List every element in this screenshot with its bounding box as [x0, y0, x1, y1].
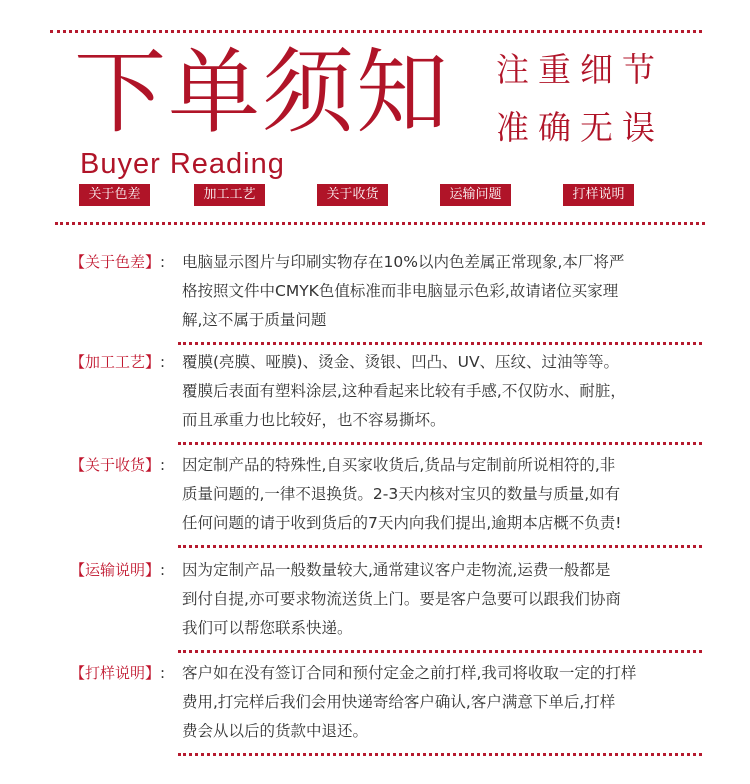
- tab-sampling[interactable]: 打样说明: [563, 184, 634, 206]
- slogan-accuracy: 准确无误: [496, 108, 664, 147]
- label-colon: :: [160, 664, 166, 682]
- body-line: 覆膜(亮膜、哑膜)、烫金、烫银、凹凸、UV、压纹、过油等等。: [182, 353, 620, 371]
- body-line: 解,这不属于质量问题: [182, 311, 327, 329]
- tab-color-difference[interactable]: 关于色差: [79, 184, 150, 206]
- section-label: [70, 250, 165, 274]
- label-colon: :: [160, 253, 166, 271]
- header-bottom-dotted-divider: [55, 222, 705, 225]
- label-text: 【加工工艺】: [70, 353, 161, 371]
- section-body: [182, 558, 621, 645]
- top-dotted-divider: [50, 30, 702, 33]
- body-line: 因定制产品的特殊性,自买家收货后,货品与定制前所说相符的,非: [182, 456, 616, 474]
- section-body: [182, 453, 622, 540]
- section-label: [70, 661, 165, 685]
- body-line: 我们可以帮您联系快递。: [182, 619, 353, 637]
- label-text: 【打样说明】: [70, 664, 161, 682]
- tab-receiving[interactable]: 关于收货: [317, 184, 388, 206]
- label-colon: :: [160, 456, 166, 474]
- subtitle-buyer-reading: Buyer Reading: [80, 148, 285, 180]
- body-line: 客户如在没有签订合同和预付定金之前打样,我司将收取一定的打样: [182, 664, 637, 682]
- label-text: 【运输说明】: [70, 561, 161, 579]
- body-line: 任何问题的请于收到货后的7天内向我们提出,逾期本店概不负责!: [182, 514, 622, 532]
- body-line: 格按照文件中CMYK色值标准而非电脑显示色彩,故请诸位买家理: [182, 282, 619, 300]
- section-dotted-divider: [178, 753, 702, 756]
- slogan-detail: 注重细节: [496, 50, 664, 89]
- section-label: [70, 558, 165, 582]
- section-dotted-divider: [178, 545, 702, 548]
- section-body: [182, 350, 626, 437]
- section-label: [70, 453, 165, 477]
- section-dotted-divider: [178, 342, 702, 345]
- body-line: 费会从以后的货款中退还。: [182, 722, 369, 740]
- tab-shipping[interactable]: 运输问题: [440, 184, 511, 206]
- body-line: 到付自提,亦可要求物流送货上门。要是客户急要可以跟我们协商: [182, 590, 621, 608]
- tab-processing[interactable]: 加工工艺: [194, 184, 265, 206]
- body-line: 覆膜后表面有塑料涂层,这种看起来比较有手感,不仅防水、耐脏，: [182, 382, 626, 400]
- label-text: 【关于收货】: [70, 456, 161, 474]
- section-body: [182, 661, 636, 748]
- page-title: 下单须知: [74, 39, 451, 146]
- body-line: 电脑显示图片与印刷实物存在10%以内色差属正常现象,本厂将严: [182, 253, 625, 271]
- section-dotted-divider: [178, 650, 702, 653]
- body-line: 费用,打完样后我们会用快递寄给客户确认,客户满意下单后,打样: [182, 693, 616, 711]
- section-body: [182, 250, 624, 337]
- label-colon: :: [160, 353, 166, 371]
- body-line: 质量问题的,一律不退换货。2-3天内核对宝贝的数量与质量,如有: [182, 485, 621, 503]
- label-colon: :: [160, 561, 166, 579]
- label-text: 【关于色差】: [70, 253, 161, 271]
- body-line: 而且承重力也比较好，也不容易撕坏。: [182, 411, 446, 429]
- section-dotted-divider: [178, 442, 702, 445]
- body-line: 因为定制产品一般数量较大,通常建议客户走物流,运费一般都是: [182, 561, 611, 579]
- section-label: [70, 350, 165, 374]
